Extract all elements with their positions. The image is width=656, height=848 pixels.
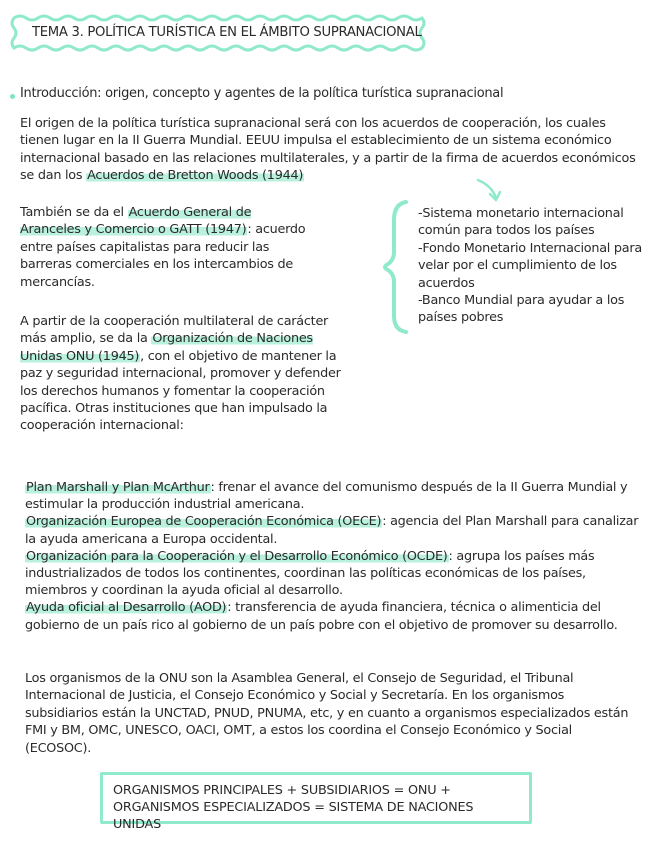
- institution-desc: : transferencia de ayuda financiera, técnica o alimenticia del gobierno de un país rico al gobierno de un país pobre con el objetivo de promover su desarrollo.: [25, 600, 618, 633]
- paragraph-onu-post: , con el objetivo de mantener la paz y seguridad internacional, promover y defender los derechos humanos y fomentar la cooperación pacífica. Otras instituciones que han impulsado la cooperación internacional:: [20, 348, 341, 434]
- institution-desc: : agrupa los países más industrializados de todos los continentes, coordinan las políticas económicas de los países, miembros y coordinan la ayuda oficial al desarrollo.: [25, 548, 595, 599]
- list-item: [25, 513, 641, 547]
- list-item: [25, 479, 641, 513]
- institution-desc: : frenar el avance del comunismo después de la II Guerra Mundial y estimular la producción industrial americana.: [25, 480, 628, 513]
- paragraph-origin-text: El origen de la política turística supranacional será con los acuerdos de cooperación, los cuales tienen lugar en la II Guerra Mundial. EEUU impulsa el establecimiento de un sistema económico internacional basado en las relaciones multilaterales, y a partir de la firma de acuerdos económicos se dan los: [20, 116, 636, 184]
- list-item: -Fondo Monetario Internacional para velar por el cumplimiento de los acuerdos: [418, 240, 642, 291]
- bullet-icon: [10, 94, 15, 99]
- paragraph-gatt-pre: También se da el: [20, 205, 128, 220]
- highlight-onu: Organización de Naciones Unidas ONU (1945): [20, 331, 313, 364]
- institution-name: Organización para la Cooperación y el Desarrollo Económico (OCDE): [26, 548, 448, 564]
- arrow-down-icon: [476, 176, 506, 204]
- institutions-list: [25, 479, 641, 634]
- curly-brace-icon: [380, 200, 410, 334]
- highlight-gatt: Acuerdo General de Aranceles y Comercio o GATT (1947): [20, 205, 252, 238]
- institution-name: Ayuda oficial al Desarrollo (AOD): [26, 600, 227, 616]
- list-item: -Banco Mundial para ayudar a los países pobres: [418, 293, 625, 326]
- institution-name: Plan Marshall y Plan McArthur: [26, 480, 210, 495]
- page-title: TEMA 3. POLÍTICA TURÍSTICA EN EL ÁMBITO SUPRANACIONAL: [32, 25, 422, 40]
- intro-heading: Introducción: origen, concepto y agentes de la política turística supranacional: [20, 86, 504, 101]
- highlight-bretton-woods: Acuerdos de Bretton Woods (1944): [87, 168, 304, 184]
- paragraph-onu: [20, 313, 350, 435]
- list-item: [25, 599, 641, 633]
- title-box: [10, 12, 436, 52]
- paragraph-organisms: Los organismos de la ONU son la Asamblea General, el Consejo de Seguridad, el Tribunal Internacional de Justicia, el Consejo Económico y Social y Secretaría. En los organismos subsidiarios están la UNCTAD, PNUD, PNUMA, etc, y en cuanto a organismos especializados están FMI y BM, OMC, UNESCO, OACI, OMT, a estos los coordina el Consejo Económico y Social (ECOSOC).: [25, 671, 629, 756]
- paragraph-origin: [20, 115, 640, 185]
- paragraph-gatt-post: : acuerdo entre países capitalistas para reducir las barreras comerciales en los intercambios de mercancías.: [20, 222, 306, 290]
- institution-name: Organización Europea de Cooperación Económica (OECE): [26, 514, 382, 530]
- institution-desc: : agencia del Plan Marshall para canalizar la ayuda americana a Europa occidental.: [25, 514, 639, 547]
- list-item: [25, 548, 641, 600]
- summary-text: ORGANISMOS PRINCIPALES + SUBSIDIARIOS = ONU + ORGANISMOS ESPECIALIZADOS = SISTEMA DE NACIONES UNIDAS: [113, 783, 474, 832]
- bretton-woods-list: [418, 205, 654, 327]
- paragraph-gatt: [20, 204, 310, 291]
- list-item: -Sistema monetario internacional común para todos los países: [418, 206, 624, 239]
- paragraph-onu-pre: A partir de la cooperación multilateral de carácter más amplio, se da la: [20, 314, 329, 347]
- summary-box: [100, 772, 532, 832]
